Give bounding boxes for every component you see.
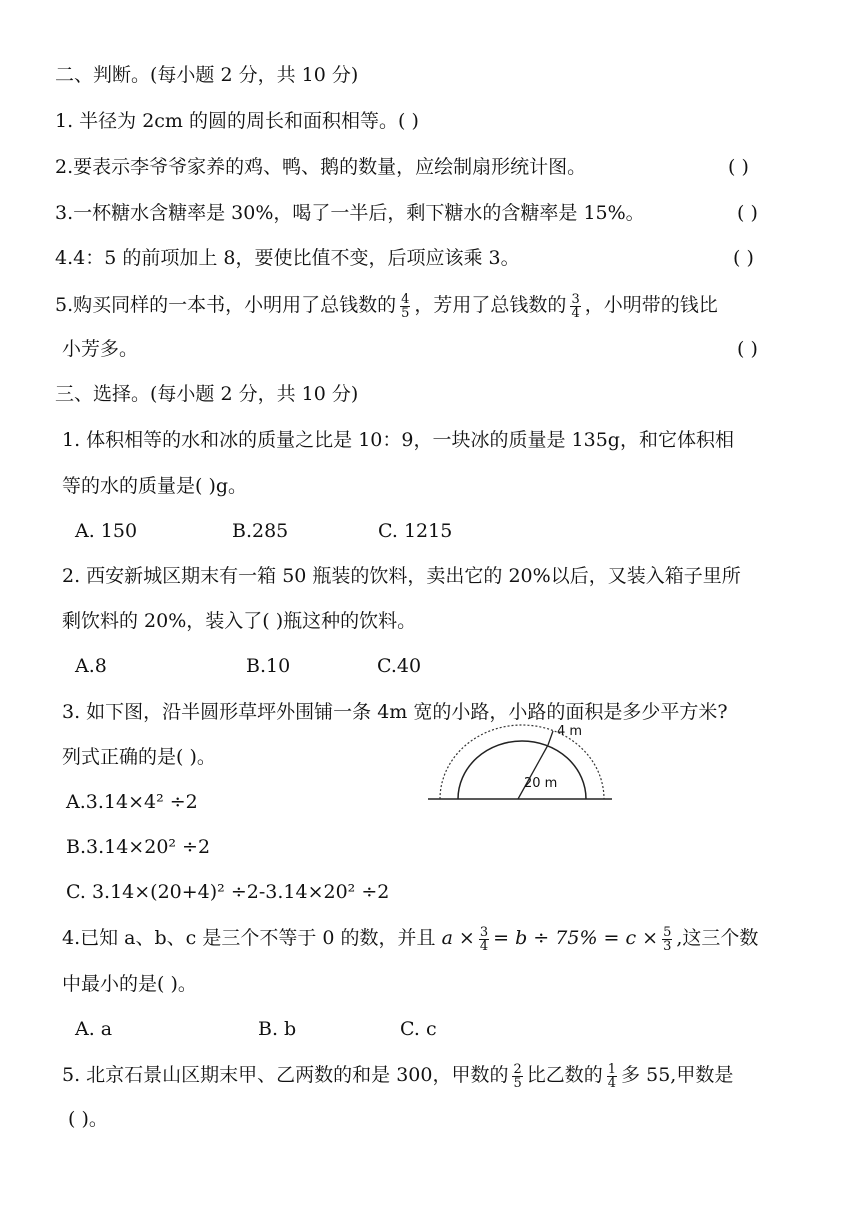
answer-paren[interactable]: ( ): [733, 247, 754, 269]
fraction: [662, 926, 672, 953]
judge-question-1: 1. 半径为 2cm 的圆的周长和面积相等。( ): [55, 110, 419, 132]
choice-question-5-cont[interactable]: ( )。: [68, 1108, 108, 1130]
judge-question-4: 4.4：5 的前项加上 8，要使比值不变，后项应该乘 3。: [55, 247, 520, 269]
option-c[interactable]: C. 1215: [378, 520, 453, 542]
answer-paren[interactable]: ( ): [728, 156, 749, 178]
option-c[interactable]: C.40: [377, 655, 422, 677]
judge-question-2: 2.要表示李爷爷家养的鸡、鸭、鹅的数量，应绘制扇形统计图。: [55, 156, 587, 178]
choice-question-3: 3. 如下图，沿半圆形草坪外围铺一条 4m 宽的小路，小路的面积是多少平方米?: [62, 701, 728, 723]
choice-question-4: [62, 925, 758, 953]
option-c[interactable]: C. c: [400, 1018, 437, 1040]
section-2-title: 二、判断。(每小题 2 分，共 10 分): [55, 64, 359, 86]
choice-question-2: 2. 西安新城区期末有一箱 50 瓶装的饮料，卖出它的 20%以后，又装入箱子里所: [62, 565, 741, 587]
judge-question-5: [55, 292, 718, 320]
option-c[interactable]: C. 3.14×(20+4)² ÷2-3.14×20² ÷2: [66, 881, 390, 903]
question-text: 比乙数的: [526, 1064, 603, 1086]
answer-paren[interactable]: ( ): [737, 202, 758, 224]
fraction-numerator: 2: [513, 1061, 522, 1077]
option-a[interactable]: A.8: [75, 655, 107, 677]
judge-question-3: 3.一杯糖水含糖率是 30%，喝了一半后，剩下糖水的含糖率是 15%。: [55, 202, 645, 224]
question-text: 5.购买同样的一本书，小明用了总钱数的: [55, 294, 397, 316]
question-text: ，小明带的钱比: [584, 294, 718, 316]
section-3-title: 三、选择。(每小题 2 分，共 10 分): [55, 383, 359, 405]
math-expression: = b ÷ 75% = c ×: [493, 927, 659, 949]
inner-semicircle: [458, 741, 586, 799]
fraction-denominator: 4: [571, 305, 580, 321]
fraction: [607, 1063, 617, 1090]
fraction: [400, 293, 410, 320]
option-b[interactable]: B. b: [258, 1018, 297, 1040]
fraction: [512, 1063, 522, 1090]
fraction-numerator: 5: [663, 924, 672, 940]
question-text: 多 55,甲数是: [621, 1064, 734, 1086]
fraction: [570, 293, 580, 320]
fraction-denominator: 4: [607, 1075, 617, 1091]
path-width-label: 4 m: [557, 724, 583, 739]
semicircle-path-diagram: [420, 718, 620, 804]
fraction-denominator: 4: [479, 938, 489, 954]
question-text: ,这三个数: [676, 927, 759, 949]
option-b[interactable]: B.3.14×20² ÷2: [66, 836, 211, 858]
judge-question-5-cont: 小芳多。: [62, 338, 139, 360]
option-a[interactable]: A.3.14×4² ÷2: [66, 791, 198, 813]
fraction-numerator: 1: [607, 1061, 617, 1077]
choice-question-4-cont: 中最小的是( )。: [62, 973, 197, 995]
math-expression: a ×: [441, 927, 475, 949]
option-b[interactable]: B.10: [246, 655, 291, 677]
question-text: ，芳用了总钱数的: [414, 294, 567, 316]
choice-question-2-cont: 剩饮料的 20%，装入了( )瓶这种的饮料。: [62, 610, 417, 632]
fraction-denominator: 5: [401, 305, 410, 321]
fraction-denominator: 3: [663, 938, 672, 954]
radius-label: 20 m: [524, 776, 558, 791]
fraction-numerator: 3: [479, 924, 489, 940]
question-text: 4.已知 a、b、c 是三个不等于 0 的数，并且: [62, 927, 436, 949]
option-a[interactable]: A. 150: [75, 520, 138, 542]
answer-paren[interactable]: ( ): [737, 338, 758, 360]
choice-question-5: [62, 1062, 733, 1090]
option-a[interactable]: A. a: [75, 1018, 113, 1040]
choice-question-3-cont: 列式正确的是( )。: [62, 746, 216, 768]
fraction: [479, 926, 489, 953]
fraction-numerator: 4: [401, 291, 410, 307]
fraction-denominator: 5: [513, 1075, 522, 1091]
fraction-numerator: 3: [571, 291, 580, 307]
path-width-line: [548, 731, 553, 745]
question-text: 5. 北京石景山区期末甲、乙两数的和是 300，甲数的: [62, 1064, 509, 1086]
choice-question-1-cont: 等的水的质量是( )g。: [62, 475, 248, 497]
choice-question-1: 1. 体积相等的水和冰的质量之比是 10：9，一块冰的质量是 135g，和它体积相: [62, 429, 734, 451]
option-b[interactable]: B.285: [232, 520, 289, 542]
